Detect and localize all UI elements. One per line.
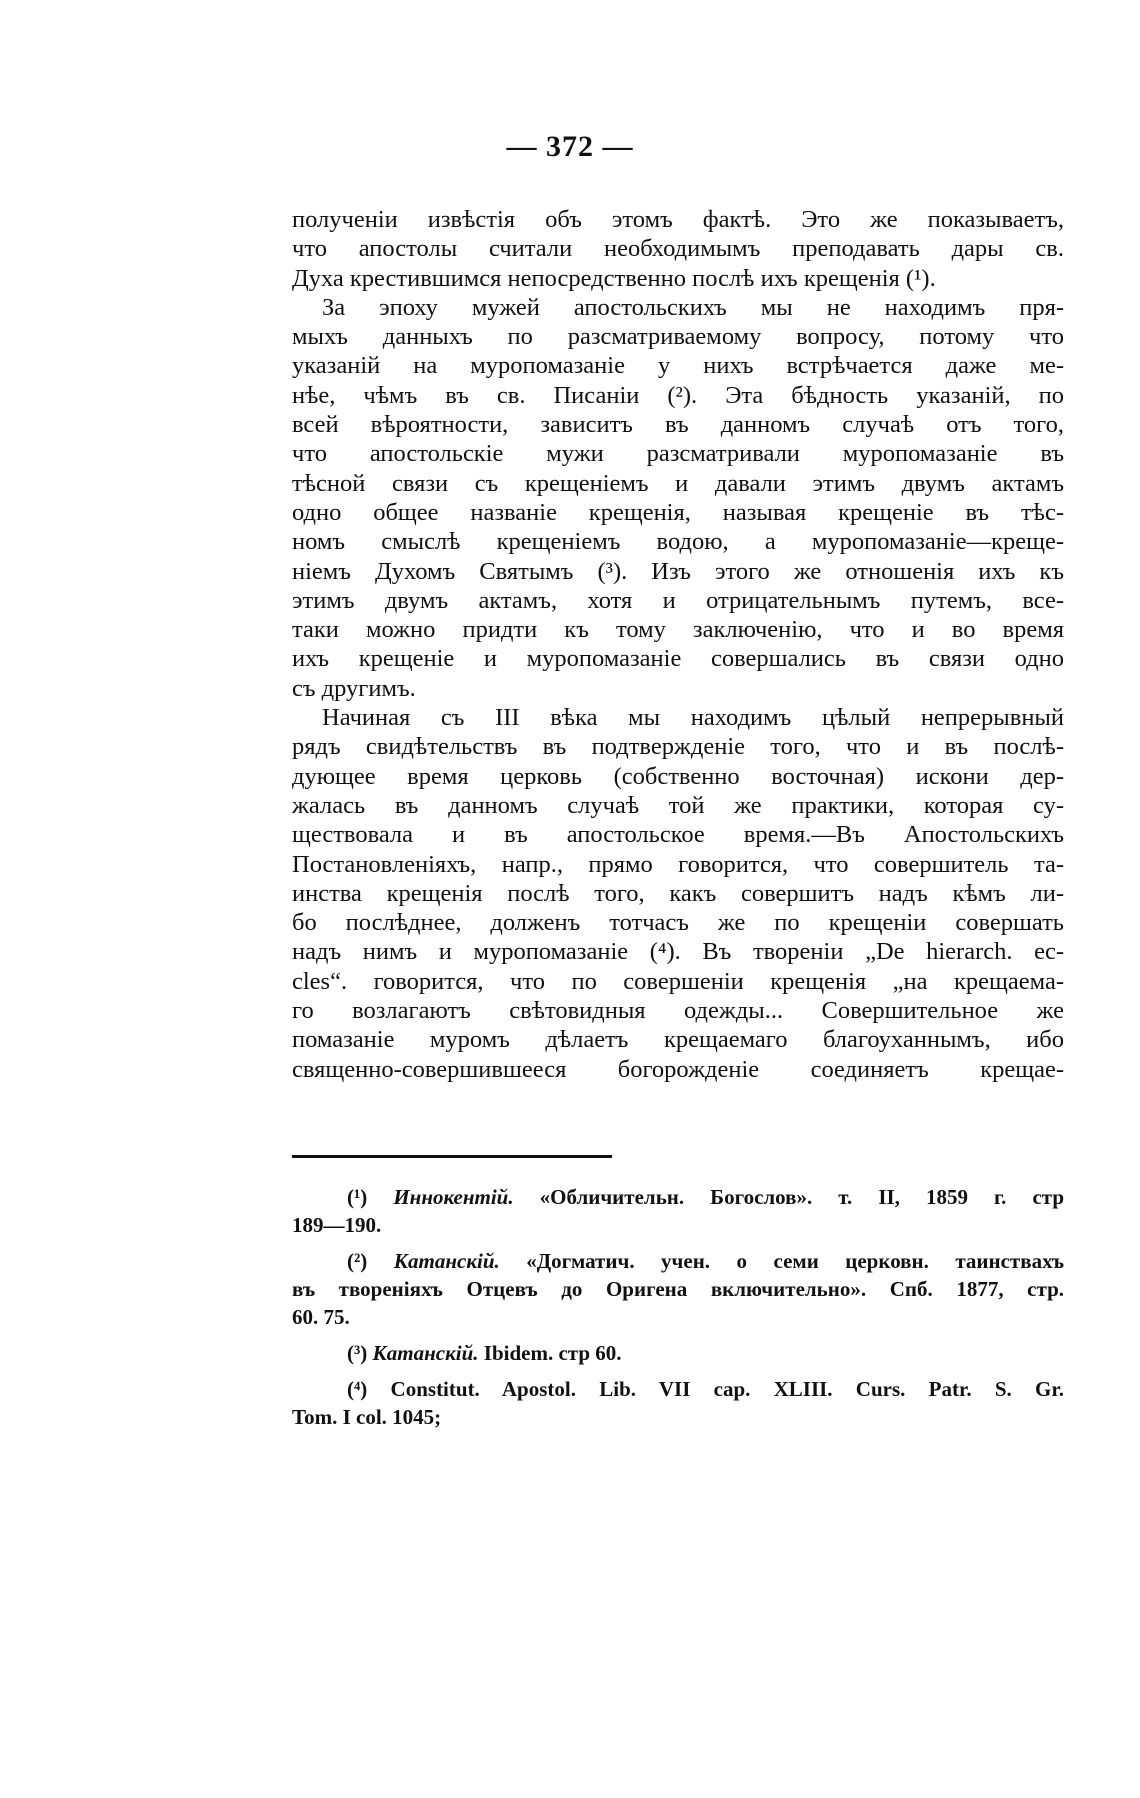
text-line: надъ нимъ и муропомазанiе (⁴). Въ творенiи „De hierarch. ec- — [292, 938, 1064, 966]
text-line: нѣе, чѣмъ въ св. Писанiи (²). Эта бѣдность указанiй, по — [292, 381, 1064, 409]
footnote-text: Constitut. Apostol. Lib. VII cap. XLIII. Curs. Patr. S. Gr. — [390, 1377, 1064, 1401]
text-line: таки можно придти къ тому заключенiю, что и во время — [292, 616, 1064, 644]
footnote-divider — [292, 1155, 612, 1158]
footnote-4 — [292, 1375, 1064, 1431]
text-line: ществовала и въ апостольское время.—Въ Апостольскихъ — [292, 821, 1064, 849]
text-line: что апостолы считали необходимымъ преподавать дары св. — [292, 235, 1064, 263]
footnote-1 — [292, 1183, 1064, 1239]
footnote-line — [292, 1339, 1064, 1367]
text-line: cles“. говорится, что по совершенiи крещенiя „на крещаема- — [292, 967, 1064, 995]
footnote-line: 60. 75. — [292, 1305, 350, 1329]
text-line: ихъ крещенiе и муропомазанiе совершались въ связи одно — [292, 645, 1064, 673]
text-line: За эпоху мужей апостольскихъ мы не находимъ пря- — [322, 293, 1064, 321]
text-line: всей вѣроятности, зависитъ въ данномъ случаѣ отъ того, — [292, 411, 1064, 439]
text-line: го возлагаютъ свѣтовидныя одежды... Совершительное же — [292, 997, 1064, 1025]
text-line: номъ смыслѣ крещенiемъ водою, а муропомазанiе—креще- — [292, 528, 1064, 556]
text-line: этимъ двумъ актамъ, хотя и отрицательнымъ путемъ, все- — [292, 586, 1064, 614]
footnote-3 — [292, 1339, 1064, 1367]
footnote-text: «Догматич. учен. о семи церковн. таинствахъ — [526, 1249, 1064, 1273]
footnote-line — [292, 1183, 1064, 1211]
text-line: тѣсной связи съ крещенiемъ и давали этимъ двумъ актамъ — [292, 469, 1064, 497]
footnote-text: Ibidem. стр 60. — [483, 1341, 622, 1365]
page-number: — 372 — — [506, 130, 634, 163]
text-line: что апостольскiе мужи разсматривали муропомазанiе въ — [292, 440, 1064, 468]
text-line: рядъ свидѣтельствъ въ подтвержденiе того, что и въ послѣ- — [292, 733, 1064, 761]
text-line: помазанiе муромъ дѣлаетъ крещаемаго благоуханнымъ, ибо — [292, 1026, 1064, 1054]
footnote-author: Катанскiй. — [372, 1341, 479, 1365]
footnote-author: Иннокентiй. — [393, 1185, 514, 1209]
footnote-author: Катанскiй. — [393, 1249, 500, 1273]
text-line: инства крещенiя послѣ того, какъ совершитъ надъ кѣмъ ли- — [292, 879, 1064, 907]
text-line: жалась въ данномъ случаѣ той же практики, которая су- — [292, 791, 1064, 819]
footnote-mark: (⁴) — [347, 1377, 368, 1401]
footnote-line: въ творенiяхъ Отцевъ до Оригена включительно». Спб. 1877, стр. — [292, 1277, 1064, 1301]
text-line: съ другимъ. — [292, 674, 416, 702]
text-line: священно-совершившееся богорожденiе соединяетъ крещае- — [292, 1055, 1064, 1083]
text-line: указанiй на муропомазанiе у нихъ встрѣчается даже ме- — [292, 352, 1064, 380]
footnote-line — [292, 1375, 1064, 1403]
text-line: Постановленiяхъ, напр., прямо говорится, что совершитель та- — [292, 850, 1064, 878]
body-text — [292, 205, 1064, 1084]
text-line: полученiи извѣстiя объ этомъ фактѣ. Это же показываетъ, — [292, 206, 1064, 233]
text-line: бо послѣднее, долженъ тотчасъ же по крещенiи совершать — [292, 909, 1064, 937]
text-line: дующее время церковь (собственно восточная) искони дер- — [292, 762, 1064, 790]
footnotes — [292, 1183, 1064, 1431]
footnote-line — [292, 1247, 1064, 1275]
footnote-mark: (²) — [347, 1249, 368, 1273]
footnote-line: 189—190. — [292, 1213, 382, 1237]
text-line: нiемъ Духомъ Святымъ (³). Изъ этого же отношенiя ихъ къ — [292, 557, 1064, 585]
text-line: Духа крестившимся непосредственно послѣ ихъ крещенiя (¹). — [292, 264, 936, 292]
text-line: Начиная съ III вѣка мы находимъ цѣлый непрерывный — [322, 704, 1064, 732]
footnote-text: «Обличительн. Богослов». т. II, 1859 г. стр — [539, 1185, 1064, 1209]
footnote-mark: (³) — [347, 1341, 368, 1365]
footnote-2 — [292, 1247, 1064, 1331]
text-line: мыхъ данныхъ по разсматриваемому вопросу, потому что — [292, 323, 1064, 351]
text-line: одно общее названiе крещенiя, называя крещенiе въ тѣс- — [292, 498, 1064, 526]
footnote-line: Tom. I col. 1045; — [292, 1405, 442, 1429]
footnote-mark: (¹) — [347, 1185, 368, 1209]
